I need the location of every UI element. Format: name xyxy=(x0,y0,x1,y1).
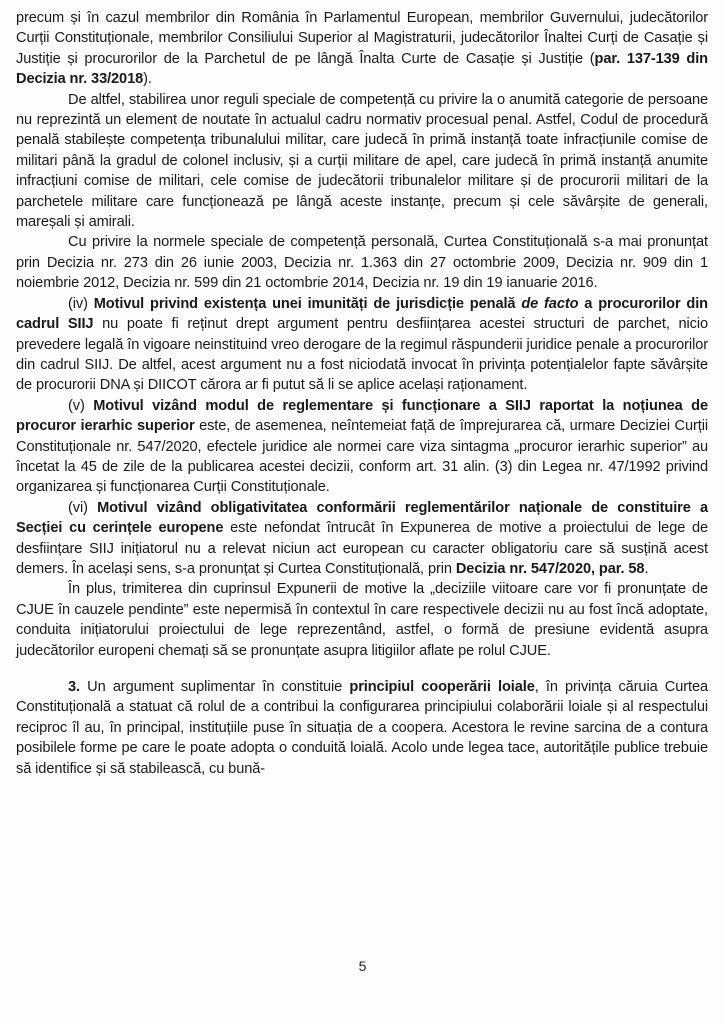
text-run: ). xyxy=(143,71,152,88)
paragraph xyxy=(16,396,708,498)
text-run: este nefondat întrucât în Expunerea de motive a proiectului de lege de desființare SIIJ inițiatorul nu a relevat niciun act european cu caracter obligatoriu care să susțină acest demers. În același sens, s-a pronunțat și Curtea Constituțională, prin xyxy=(16,520,708,577)
paragraph xyxy=(16,498,708,580)
paragraph xyxy=(16,8,708,90)
text-run: (vi) xyxy=(68,499,98,516)
bold-text: a procurorilor din cadrul SIIJ xyxy=(16,295,708,333)
bold-text: Motivul privind existența unei imunități de jurisdicție penală xyxy=(93,295,522,312)
paragraph xyxy=(16,232,708,293)
text-run: este, de asemenea, neîntemeiat față de împrejurarea că, urmare Deciziei Curții Constituționale nr. 547/2020, efectele juridice ale normei care viza sintagma „procuror ierarhic superior” au încetat la 45 de zile de la publicarea acestei decizii, conform art. 31 alin. (3) din Legea nr. 47/1992 privind organizarea și funcționarea Curții Constituționale. xyxy=(16,418,708,496)
bold-text: Decizia nr. 547/2020, par. 58 xyxy=(455,560,645,577)
paragraph xyxy=(16,294,708,396)
bold-text: Motivul vizând modul de reglementare și funcționare a SIIJ raportat la noțiunea de procuror ierarhic superior xyxy=(16,397,708,435)
text-run: (v) xyxy=(68,397,94,414)
text-run: (iv) xyxy=(68,295,94,312)
bold-text: principiul cooperării loiale xyxy=(349,679,535,695)
paragraph xyxy=(16,90,708,233)
bold-text: 3. xyxy=(68,679,80,695)
text-run: În plus, trimiterea din cuprinsul Expunerii de motive la „deciziile viitoare care vor fi pronunțate de CJUE în cauzele pendinte” este nepermisă în contextul în care respectivele decizii nu au fost încă adoptate, conduita inițiatorului proiectului de lege reprezentând, astfel, o formă de presiune evidentă asupra judecătorilor europeni chemați să se pronunțate asupra litigiilor aflate pe rolul CJUE. xyxy=(16,581,708,659)
bold-text: de facto xyxy=(521,295,579,312)
text-run: . xyxy=(644,560,649,577)
text-run: Cu privire la normele speciale de competență personală, Curtea Constituțională s-a mai pronunțat prin Decizia nr. 273 din 26 iunie 2003, Decizia nr. 1.363 din 27 octombrie 2009, Decizia nr. 909 din 1 noiembrie 2012, Decizia nr. 599 din 21 octombrie 2014, Decizia nr. 19 din 19 ianuarie 2016. xyxy=(16,234,708,292)
text-run: nu poate fi reținut drept argument pentru desființarea acestei structuri de parchet, nicio prevedere legală în vigoare neinstituind vreo derogare de la regimul răspunderii juridice penale a procurorilor din cadrul SIIJ. De altfel, acest argument nu a fost niciodată invocat în privința potențialelor fapte săvârșite de procurorii DNA și DIICOT cărora ar fi putut să li se aplice același raționament. xyxy=(16,316,708,394)
text-run: precum și în cazul membrilor din România în Parlamentul European, membrilor Guvernului, judecătorilor Curții Constituționale, membrilor Consiliului Superior al Magistraturii, judecătorilor Înaltei Curți de Casație și Justiție și procurorilor de la Parchetul de pe lângă Înalta Curte de Casație și Justiție ( xyxy=(16,10,708,67)
bold-text: par. 137-139 din Decizia nr. 33/2018 xyxy=(16,50,708,88)
page-number: 5 xyxy=(358,958,367,974)
paragraph xyxy=(16,677,708,779)
text-run: , în privința căruia Curtea Constituțională a statuat că rolul de a contribui la configurarea principiului colaborării loiale și al respectului reciproc îl au, în principal, instituțiile puse în situația de a coopera. Acestora le revine sarcina de a contura posibilele forme pe care le poate adopta o conduită loială. Acolo unde legea tace, autoritățile publice trebuie să identifice și să stabilească, cu bună- xyxy=(16,679,708,777)
bold-text: Motivul vizând obligativitatea conformării reglementărilor naționale de constituire a Secției cu cerințele europene xyxy=(16,499,708,537)
text-run: Un argument suplimentar în constituie xyxy=(79,679,350,695)
text-run: De altfel, stabilirea unor reguli speciale de competență cu privire la o anumită categorie de persoane nu reprezintă un element de noutate în actualul cadru normativ procesual penal. Astfel, Codul de procedură penală stabilește competența tribunalului militar, care judecă în primă instanță toate infracțiunile comise de militari până la gradul de colonel inclusiv, și a curții militare de apel, care judecă în primă instanță anumite infracțiuni comise de militari, cele comise de judecătorii tribunalelor militare și de procurorii militari de la parchetele militare care funcționează pe lângă aceste instanțe, precum și cele săvârșite de generali, mareșali și amirali. xyxy=(16,91,708,231)
paragraph xyxy=(16,579,708,661)
document-body xyxy=(16,8,708,779)
